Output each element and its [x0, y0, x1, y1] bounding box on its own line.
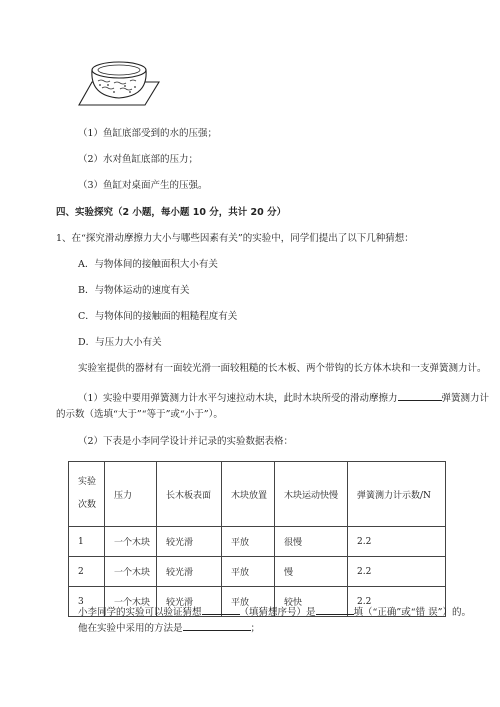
header-speed: 木块运动快慢 — [275, 462, 348, 527]
cell-speed: 较快 — [275, 587, 348, 617]
option-d: D．与压力大小有关 — [78, 337, 162, 348]
cell-trial: 1 — [69, 527, 105, 557]
cell-reading: 2.2 — [348, 557, 446, 587]
answer-blank-4[interactable] — [183, 620, 251, 631]
problem-intro: 1、在“探究滑动摩擦力大小与哪些因素有关”的实验中，同学们提出了以下几种猜想： — [56, 233, 414, 244]
question-2: （2）水对鱼缸底部的压力； — [78, 154, 199, 165]
conclusion-text-b: （填猜想序号）是 — [239, 607, 316, 618]
header-placement: 木块放置 — [222, 462, 275, 527]
section-heading: 四、实验探究（2 小题，每小题 10 分，共计 20 分） — [56, 207, 287, 218]
question-3: （3）鱼缸对桌面产生的压强。 — [78, 180, 208, 191]
conclusion-text-c: 填（“正确”或“错 误”）的。 — [353, 607, 471, 618]
cell-placement: 平放 — [222, 527, 275, 557]
cell-speed: 很慢 — [275, 527, 348, 557]
table-header-row — [69, 462, 446, 527]
option-b: B．与物体运动的速度有关 — [78, 285, 190, 296]
method-text-b: ； — [250, 623, 261, 634]
sub-question-1-line2: 的示数（选填“大于”“等于”或“小于”）。 — [56, 409, 223, 420]
answer-blank-2[interactable] — [202, 604, 240, 615]
answer-blank-3[interactable] — [316, 604, 354, 615]
table-row — [69, 527, 446, 557]
cell-pressure: 一个木块 — [105, 557, 157, 587]
method-text-a: 他在实验中采用的方法是 — [78, 623, 183, 634]
fish-tank-figure — [78, 56, 160, 108]
conclusion-text-a: 小李同学的实验可以验证猜想 — [78, 607, 202, 618]
method-line — [78, 620, 260, 635]
cell-trial: 3 — [69, 587, 105, 617]
cell-surface: 较光滑 — [157, 587, 222, 617]
cell-placement: 平放 — [222, 587, 275, 617]
sub-question-1-line1 — [78, 390, 489, 405]
equipment-text: 实验室提供的器材有一面较光滑一面较粗糙的长木板、两个带钩的长方体木块和一支弹簧测力计。 — [78, 363, 487, 374]
cell-reading: 2.2 — [348, 527, 446, 557]
conclusion-line — [78, 604, 471, 619]
cell-surface: 较光滑 — [157, 527, 222, 557]
header-trial: 实验 次数 — [69, 462, 105, 527]
question-1: （1）鱼缸底部受到的水的压强； — [78, 128, 218, 139]
cell-speed: 慢 — [275, 557, 348, 587]
answer-blank-1[interactable] — [398, 390, 442, 401]
header-pressure: 压力 — [105, 462, 157, 527]
table-row — [69, 557, 446, 587]
cell-pressure: 一个木块 — [105, 587, 157, 617]
header-surface: 长木板表面 — [157, 462, 222, 527]
cell-surface: 较光滑 — [157, 557, 222, 587]
header-reading: 弹簧测力计示数/N — [348, 462, 446, 527]
sub-question-1-text-a: （1）实验中要用弹簧测力计水平匀速拉动木块，此时木块所受的滑动摩擦力 — [78, 393, 398, 404]
option-c: C．与物体间的接触面的粗糙程度有关 — [78, 311, 238, 322]
cell-pressure: 一个木块 — [105, 527, 157, 557]
cell-reading: 2.2 — [348, 587, 446, 617]
sub-question-1-text-b: 弹簧测力计 — [441, 393, 490, 404]
experiment-data-table — [68, 461, 446, 617]
sub-question-2: （2）下表是小李同学设计并记录的实验数据表格： — [78, 436, 294, 447]
cell-placement: 平放 — [222, 557, 275, 587]
option-a: A．与物体间的接触面积大小有关 — [78, 259, 218, 270]
cell-trial: 2 — [69, 557, 105, 587]
